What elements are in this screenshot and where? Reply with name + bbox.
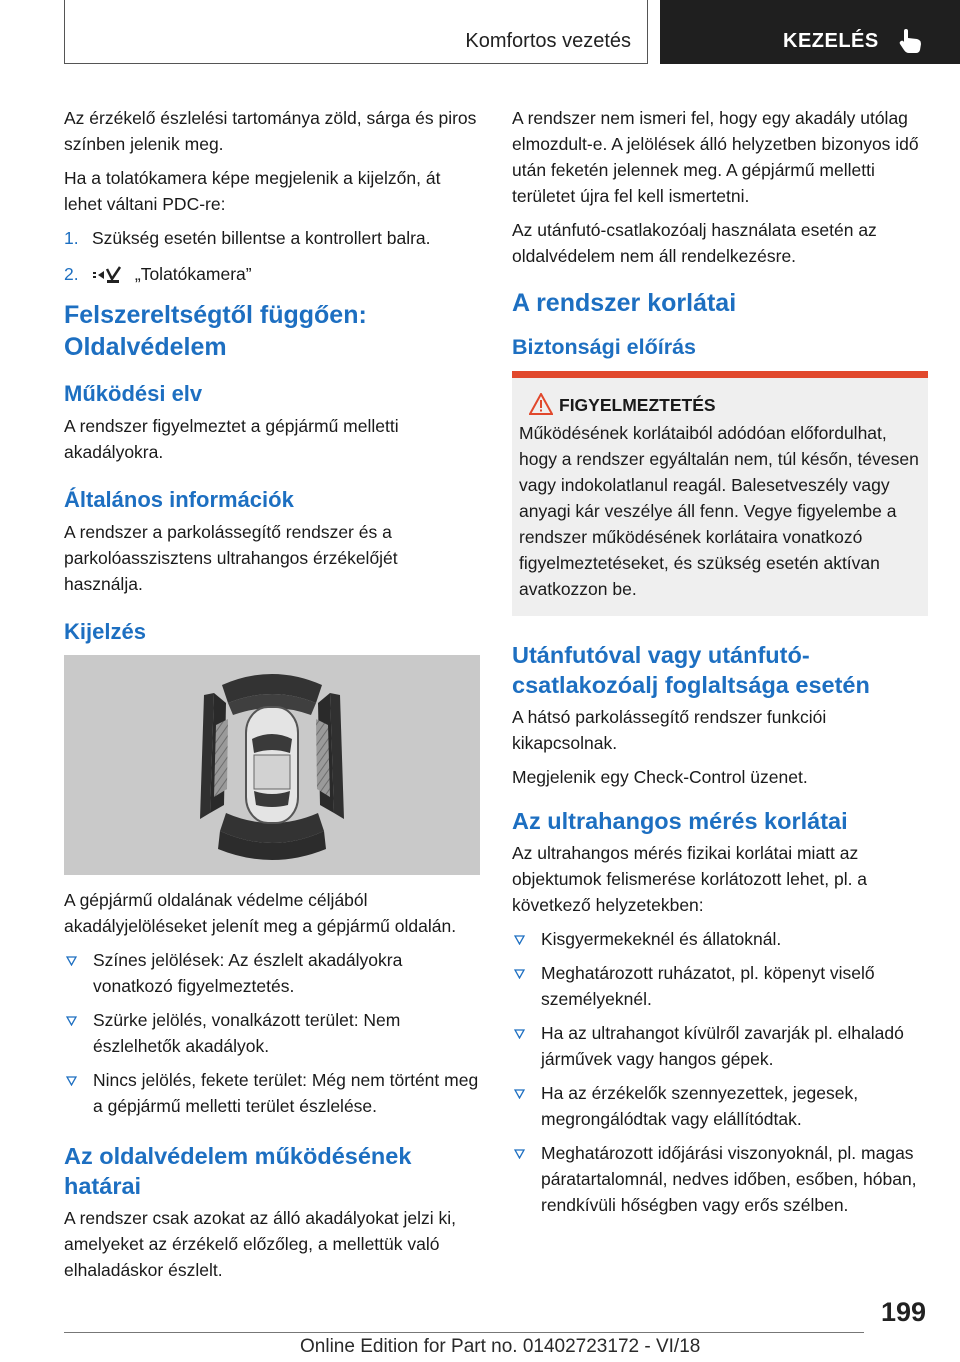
list-item <box>512 960 928 1012</box>
header-section-box <box>64 0 648 64</box>
step-text: Szükség esetén billentse a kontrollert balra. <box>92 228 431 248</box>
heading-general-info: Általános információk <box>64 487 294 512</box>
step-text: „Tolatókamera” <box>134 264 252 284</box>
warning-triangle-icon <box>529 393 553 415</box>
bullet-text: Kisgyermekeknél és állatoknál. <box>541 929 782 949</box>
warning-title-row <box>519 392 921 418</box>
list-item <box>64 1007 480 1059</box>
trailer-text-2: Megjelenik egy Check-Control üzenet. <box>512 767 808 787</box>
right-paragraph-2: Az utánfutó-csatlakozóalj használata esetén az oldalvédelem nem áll rendelkezésre. <box>512 220 877 266</box>
heading-working-principle: Működési elv <box>64 381 203 406</box>
bullet-triangle-icon <box>66 1076 77 1086</box>
warning-box <box>512 371 928 616</box>
edition-text: Online Edition for Part no. 01402723172 - VI/18 <box>300 1336 701 1357</box>
page-number: 199 <box>880 1297 926 1327</box>
side-protection-figure <box>64 655 480 875</box>
bullet-triangle-icon <box>66 956 77 966</box>
list-item <box>512 1140 928 1218</box>
warning-text: Működésének korlátaiból adódóan előfordulhat, hogy a rendszer egyáltalán nem, túl későn, tévesen vagy indokolatlanul reagál. Balesetveszély vagy anyagi kár veszélye áll fenn. Vegye figyelembe a rendszer működésének korlátaira vonatkozó figyelmeztetéseket, és szükség esetén aktívan avatkozzon be. <box>519 423 919 599</box>
heading-safety-notice: Biztonsági előírás <box>512 335 696 359</box>
section-heading-side-protection: Felszereltségtől függően: Oldalvédelem <box>64 301 367 361</box>
list-item <box>64 947 480 999</box>
footer-divider <box>64 1332 864 1333</box>
step-number: 2. <box>64 264 79 284</box>
bullet-triangle-icon <box>514 1089 525 1099</box>
section-title: Komfortos vezetés <box>465 30 631 52</box>
bullet-triangle-icon <box>514 935 525 945</box>
chapter-label: KEZELÉS <box>783 30 879 52</box>
bullet-text: Szürke jelölés, vonalkázott terület: Nem észlelhetők akadályok. <box>93 1010 401 1056</box>
bullet-text: Színes jelölések: Az észlelt akadályokra vonatkozó figyelmeztetés. <box>93 950 403 996</box>
chapter-tab <box>660 0 960 64</box>
bullet-text: Nincs jelölés, fekete terület: Még nem történt meg a gépjármű melletti terület észlelése. <box>93 1070 479 1116</box>
trailer-text-1: A hátsó parkolássegítő rendszer funkciói kikapcsolnak. <box>512 707 827 753</box>
car-side-protection-illustration <box>64 655 480 875</box>
bullet-text: Meghatározott ruházatot, pl. köpenyt viselő személyeknél. <box>541 963 875 1009</box>
right-column <box>512 105 928 1228</box>
step-item <box>64 225 480 251</box>
ultrasonic-bullet-list <box>512 926 928 1218</box>
side-protection-limits-text: A rendszer csak azokat az álló akadályokat jelzi ki, amelyeket az érzékelő előzőleg, a mellettük való elhaladáskor észlelt. <box>64 1208 456 1280</box>
ultrasonic-limits-text: Az ultrahangos mérés fizikai korlátai miatt az objektumok felismerése korlátozott lehet, pl. a következő helyzetekben: <box>512 843 868 915</box>
display-bullet-list <box>64 947 480 1119</box>
display-text: A gépjármű oldalának védelme céljából akadályjelöléseket jelenít meg a gépjármű oldalán. <box>64 890 457 936</box>
bullet-triangle-icon <box>514 1029 525 1039</box>
general-info-text: A rendszer a parkolássegítő rendszer és a parkolóasszisztens ultrahangos érzékelőjét használja. <box>64 522 398 594</box>
hand-pointer-icon <box>898 28 924 54</box>
right-paragraph-1: A rendszer nem ismeri fel, hogy egy akadály utólag elmozdult-e. A jelölések álló helyzetben bizonyos idő után feketén jelennek meg. A gépjármű melletti területet újra fel kell ismertetni. <box>512 108 919 206</box>
bullet-triangle-icon <box>66 1016 77 1026</box>
bullet-triangle-icon <box>514 1149 525 1159</box>
rear-camera-icon <box>92 265 122 285</box>
warning-title: FIGYELMEZTETÉS <box>559 395 716 415</box>
intro-paragraph-2: Ha a tolatókamera képe megjelenik a kijelzőn, át lehet váltani PDC-re: <box>64 168 441 214</box>
steps-list <box>64 225 480 287</box>
bullet-text: Ha az érzékelők szennyezettek, jegesek, megrongálódtak vagy elállítódtak. <box>541 1083 859 1129</box>
intro-paragraph-1: Az érzékelő észlelési tartománya zöld, sárga és piros színben jelenik meg. <box>64 108 477 154</box>
bullet-text: Ha az ultrahangot kívülről zavarják pl. elhaladó járművek vagy hangos gépek. <box>541 1023 904 1069</box>
bullet-triangle-icon <box>514 969 525 979</box>
bullet-text: Meghatározott időjárási viszonyoknál, pl. magas páratartalomnál, nedves időben, esőben, hóban, rendkívüli hőségben vagy erős szélben. <box>541 1143 917 1215</box>
step-item <box>64 261 480 287</box>
list-item <box>512 926 928 952</box>
list-item <box>64 1067 480 1119</box>
working-principle-text: A rendszer figyelmeztet a gépjármű melletti akadályokra. <box>64 416 399 462</box>
heading-system-limits: A rendszer korlátai <box>512 289 737 317</box>
heading-ultrasonic-limits: Az ultrahangos mérés korlátai <box>512 808 848 834</box>
step-number: 1. <box>64 228 79 248</box>
list-item <box>512 1020 928 1072</box>
heading-display: Kijelzés <box>64 619 146 644</box>
heading-side-protection-limits: Az oldalvédelem működésének határai <box>64 1143 412 1199</box>
heading-trailer: Utánfutóval vagy utánfutó-csatlakozóalj foglaltsága esetén <box>512 642 870 698</box>
list-item <box>512 1080 928 1132</box>
left-column <box>64 105 480 1291</box>
